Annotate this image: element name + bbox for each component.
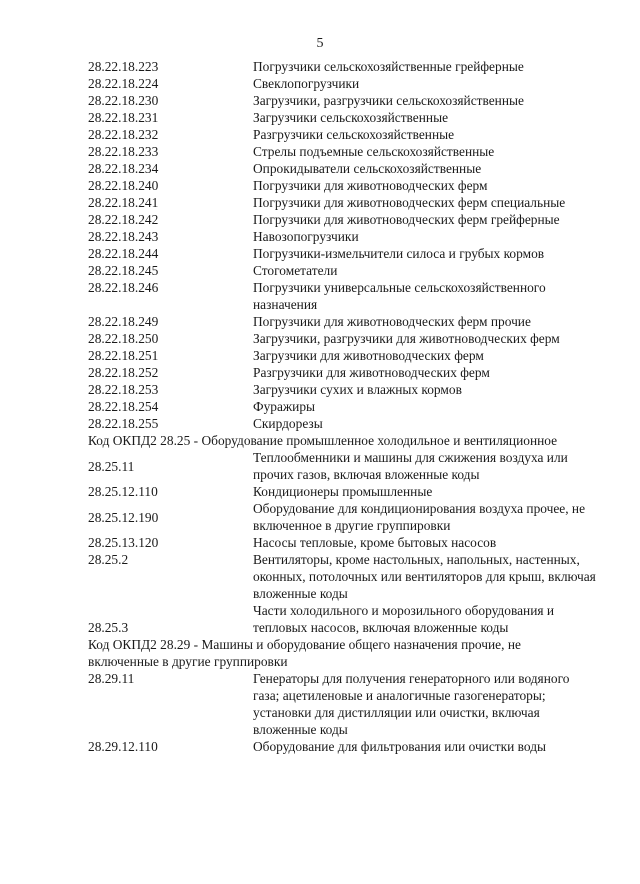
table-row	[0, 449, 640, 483]
table-row	[0, 347, 640, 364]
okpd-code: 28.29.12.110	[88, 739, 158, 754]
okpd-description: Насосы тепловые, кроме бытовых насосов	[253, 535, 497, 550]
table-row	[0, 551, 640, 602]
okpd-code: 28.22.18.254	[88, 399, 159, 414]
okpd-description: Погрузчики-измельчители силоса и грубых кормов	[253, 246, 545, 261]
table-row	[0, 500, 640, 534]
okpd-description: Оборудование для кондиционирования воздуха прочее, не включенное в другие группировки	[253, 501, 586, 533]
okpd-code: 28.22.18.249	[88, 314, 159, 329]
table-group-28-29	[0, 670, 640, 755]
okpd-code: 28.25.2	[88, 552, 129, 567]
okpd-code: 28.22.18.242	[88, 212, 159, 227]
okpd-description: Погрузчики для животноводческих ферм специальные	[253, 195, 566, 210]
okpd-description: Вентиляторы, кроме настольных, напольных, настенных, оконных, потолочных или вентиляторов для крыш, включая вложенные коды	[253, 552, 596, 601]
document-body	[0, 58, 640, 755]
table-row	[0, 126, 640, 143]
okpd-code: 28.22.18.255	[88, 416, 159, 431]
table-row	[0, 228, 640, 245]
okpd-description: Свеклопогрузчики	[253, 76, 360, 91]
okpd-description: Генераторы для получения генераторного или водяного газа; ацетиленовые и аналогичные газогенераторы; установки для дистилляции или очистки, включая вложенные коды	[253, 671, 570, 737]
okpd-code: 28.22.18.224	[88, 76, 159, 91]
table-row	[0, 58, 640, 75]
okpd-description: Погрузчики универсальные сельскохозяйственного назначения	[253, 280, 546, 312]
okpd-code: 28.22.18.231	[88, 110, 159, 125]
okpd-code: 28.22.18.245	[88, 263, 159, 278]
okpd-code: 28.22.18.233	[88, 144, 159, 159]
okpd-code: 28.22.18.223	[88, 59, 159, 74]
table-row	[0, 364, 640, 381]
table-row	[0, 177, 640, 194]
okpd-description: Загрузчики сухих и влажных кормов	[253, 382, 462, 397]
okpd-code: 28.22.18.232	[88, 127, 159, 142]
okpd-code: 28.22.18.241	[88, 195, 159, 210]
okpd-description: Фуражиры	[253, 399, 316, 414]
okpd-code: 28.25.12.190	[88, 509, 159, 525]
okpd-description: Скирдорезы	[253, 416, 323, 431]
okpd-code: 28.22.18.234	[88, 161, 159, 176]
table-row	[0, 534, 640, 551]
table-row	[0, 398, 640, 415]
table-row	[0, 313, 640, 330]
table-row	[0, 109, 640, 126]
okpd-description: Навозопогрузчики	[253, 229, 359, 244]
table-row	[0, 211, 640, 228]
okpd-code: 28.22.18.246	[88, 280, 159, 295]
table-group-28-25	[0, 449, 640, 636]
table-row	[0, 160, 640, 177]
table-row	[0, 381, 640, 398]
okpd-description: Погрузчики сельскохозяйственные грейферные	[253, 59, 524, 74]
table-row	[0, 483, 640, 500]
table-row	[0, 330, 640, 347]
okpd-code: 28.22.18.230	[88, 93, 159, 108]
table-row	[0, 194, 640, 211]
table-row	[0, 602, 640, 636]
okpd-description: Кондиционеры промышленные	[253, 484, 433, 499]
okpd-description: Теплообменники и машины для сжижения воздуха или прочих газов, включая вложенные коды	[253, 450, 568, 482]
okpd-description: Разгрузчики сельскохозяйственные	[253, 127, 455, 142]
table-row	[0, 415, 640, 432]
okpd-code: 28.22.18.244	[88, 246, 159, 261]
okpd-code: 28.22.18.250	[88, 331, 159, 346]
table-group-28-22	[0, 58, 640, 432]
okpd-description: Загрузчики, разгрузчики для животноводческих ферм	[253, 331, 560, 346]
table-row	[0, 75, 640, 92]
okpd-code: 28.25.11	[88, 458, 135, 474]
okpd-description: Стрелы подъемные сельскохозяйственные	[253, 144, 495, 159]
table-row	[0, 670, 640, 738]
okpd-description: Оборудование для фильтрования или очистки воды	[253, 739, 547, 754]
okpd-code: 28.25.13.120	[88, 535, 159, 550]
table-row	[0, 279, 640, 313]
okpd-code: 28.22.18.240	[88, 178, 159, 193]
section-heading-28-25: Код ОКПД2 28.25 - Оборудование промышленное холодильное и вентиляционное	[88, 433, 558, 448]
okpd-description: Опрокидыватели сельскохозяйственные	[253, 161, 482, 176]
table-row	[0, 92, 640, 109]
table-row	[0, 143, 640, 160]
okpd-description: Разгрузчики для животноводческих ферм	[253, 365, 490, 380]
okpd-description: Стогометатели	[253, 263, 338, 278]
okpd-description: Части холодильного и морозильного оборудования и тепловых насосов, включая вложенные коды	[253, 603, 555, 635]
table-row	[0, 245, 640, 262]
section-heading-28-29: Код ОКПД2 28.29 - Машины и оборудование общего назначения прочие, не включенные в другие группировки	[88, 637, 521, 669]
page-number: 5	[316, 36, 324, 51]
okpd-code: 28.25.3	[88, 620, 129, 635]
okpd-description: Погрузчики для животноводческих ферм прочие	[253, 314, 531, 329]
okpd-code: 28.25.12.110	[88, 484, 158, 499]
table-row	[0, 738, 640, 755]
okpd-code: 28.22.18.252	[88, 365, 159, 380]
okpd-code: 28.22.18.251	[88, 348, 159, 363]
okpd-description: Загрузчики для животноводческих ферм	[253, 348, 484, 363]
table-row	[0, 262, 640, 279]
okpd-code: 28.22.18.253	[88, 382, 159, 397]
okpd-description: Погрузчики для животноводческих ферм грейферные	[253, 212, 560, 227]
okpd-description: Загрузчики сельскохозяйственные	[253, 110, 449, 125]
okpd-code: 28.29.11	[88, 671, 135, 686]
okpd-description: Загрузчики, разгрузчики сельскохозяйственные	[253, 93, 524, 108]
okpd-code: 28.22.18.243	[88, 229, 159, 244]
okpd-description: Погрузчики для животноводческих ферм	[253, 178, 488, 193]
